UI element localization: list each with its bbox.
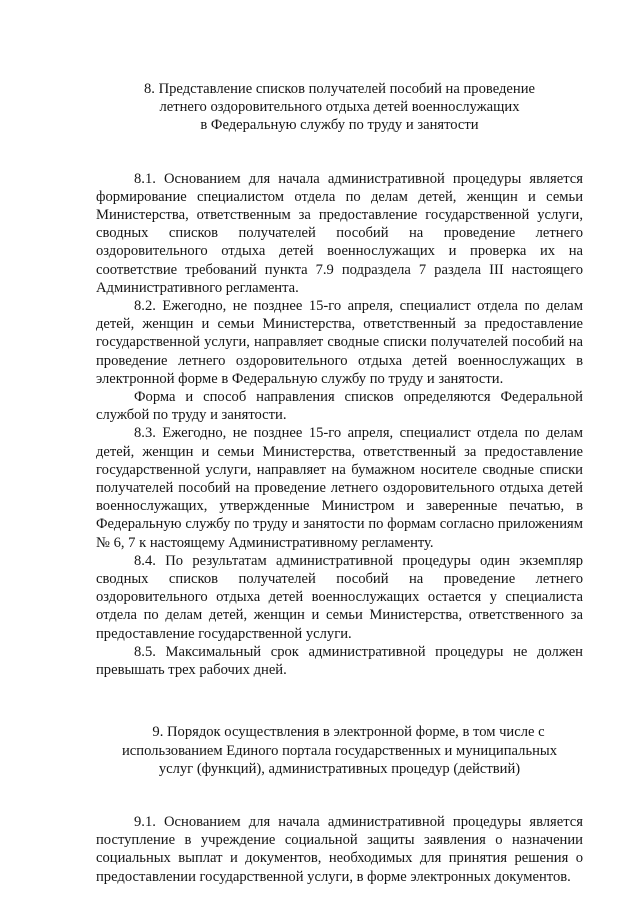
section-9-heading bbox=[96, 723, 583, 778]
section-8-heading bbox=[96, 80, 583, 135]
heading-line: использованием Единого портала государственных и муниципальных bbox=[121, 742, 558, 759]
paragraph-8-5: 8.5. Максимальный срок административной процедуры не должен превышать трех рабочих дней. bbox=[96, 643, 583, 679]
paragraph-8-2-form: Форма и способ направления списков определяются Федеральной службой по труду и занятости. bbox=[96, 389, 583, 424]
paragraph-8-3: 8.3. Ежегодно, не позднее 15-го апреля, специалист отдела по делам детей, женщин и семьи Министерства, ответственный за предоставление государственной услуги, направляет на бумажном носителе сводные списки получателей пособий на проведение летнего оздоровительного отдыха детей военнослужащих, утвержденные Министром и заверенные печатью, в Федеральную службу по труду и занятости по формам согласно приложениям № 6, 7 к настоящему Административному регламенту. bbox=[96, 425, 583, 551]
document-page bbox=[96, 80, 583, 886]
paragraph-8-1: 8.1. Основанием для начала административной процедуры является формирование специалистом отдела по делам детей, женщин и семьи Министерства, ответственным за предоставление государственной услуги, сводных списков получателей пособий на проведение летнего оздоровительного отдыха детей военнослужащих и проверка их на соответствие требований пункта 7.9 подраздела 7 раздела III настоящего Административного регламента. bbox=[96, 170, 583, 296]
heading-line: летнего оздоровительного отдыха детей военнослужащих bbox=[159, 99, 520, 116]
paragraph-8-4: 8.4. По результатам административной процедуры один экземпляр сводных списков получателей пособий на проведение летнего оздоровительного отдыха детей военнослужащих остается у специалиста отдела по делам детей, женщин и семьи Министерства, ответственного за предоставление государственной услуги. bbox=[96, 552, 583, 642]
section-8-body bbox=[96, 170, 583, 680]
heading-line: 9. Порядок осуществления в электронной форме, в том числе с bbox=[152, 724, 545, 741]
heading-line: 8. Представление списков получателей пособий на проведение bbox=[144, 81, 535, 97]
paragraph-8-2: 8.2. Ежегодно, не позднее 15-го апреля, специалист отдела по делам детей, женщин и семьи Министерства, ответственный за предоставление государственной услуги, направляет сводные списки получателей пособий на проведение летнего оздоровительного отдыха детей военнослужащих в электронной форме в Федеральную службу по труду и занятости. bbox=[96, 298, 583, 387]
heading-line: услуг (функций), административных процедур (действий) bbox=[158, 760, 521, 777]
paragraph-9-1: 9.1. Основанием для начала административной процедуры является поступление в учреждение социальной защиты заявления о назначении социальных выплат и документов, необходимых для принятия решения о предоставлении государственной услуги, в форме электронных документов. bbox=[96, 813, 583, 885]
heading-line: в Федеральную службу по труду и занятости bbox=[200, 117, 479, 134]
section-9-body bbox=[96, 813, 583, 886]
